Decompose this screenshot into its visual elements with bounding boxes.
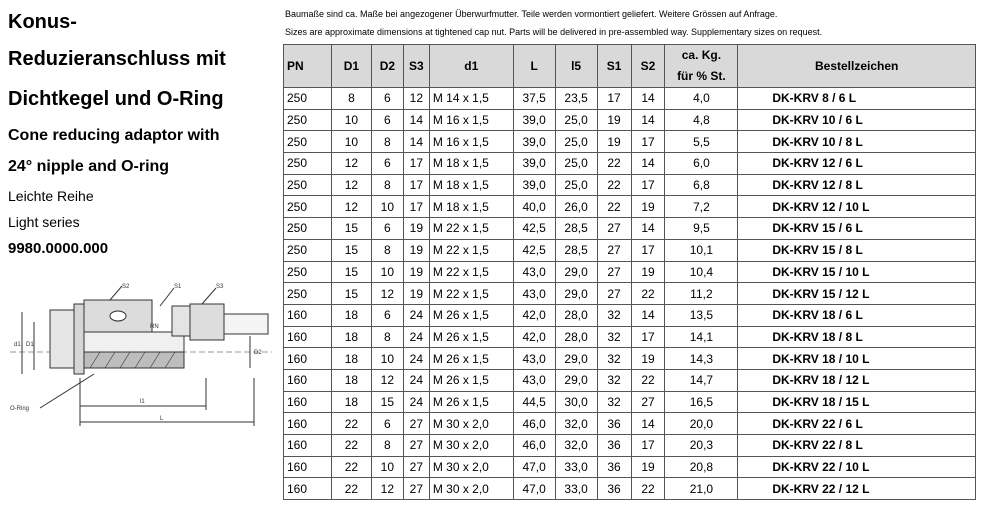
table-row [284,456,976,478]
table-row [284,109,976,131]
table-cell: DK-KRV 15 / 12 L [738,283,976,305]
table-cell: 27 [403,478,429,500]
table-cell: 25,0 [555,109,597,131]
table-cell: 250 [284,196,332,218]
label-s2: S2 [122,284,130,290]
table-cell: 29,0 [555,283,597,305]
table-cell: 47,0 [513,456,555,478]
table-cell: 8 [371,131,403,153]
table-cell: 17 [631,239,665,261]
table-cell: 42,0 [513,304,555,326]
table-cell: 39,0 [513,153,555,175]
table-cell: 6 [371,109,403,131]
table-cell: 12 [331,196,371,218]
table-cell: 8 [371,326,403,348]
table-cell: 43,0 [513,369,555,391]
col-header-weight-top: ca. Kg. [665,45,738,66]
table-cell: 37,5 [513,88,555,110]
table-cell: 15 [331,261,371,283]
table-cell: 17 [631,174,665,196]
table-cell: 160 [284,456,332,478]
table-cell: 11,2 [665,283,738,305]
table-cell: 14,3 [665,348,738,370]
table-cell: M 22 x 1,5 [429,283,513,305]
table-cell: 10 [371,348,403,370]
table-cell: 42,5 [513,239,555,261]
label-l1: l1 [140,399,145,405]
table-header-top [284,45,976,66]
table-cell: 17 [631,131,665,153]
col-header: Bestellzeichen [738,45,976,88]
table-cell: 46,0 [513,435,555,457]
table-cell: 160 [284,304,332,326]
table-cell: 15 [331,283,371,305]
col-header: D1 [331,45,371,88]
table-cell: 32 [597,369,631,391]
table-cell: M 22 x 1,5 [429,218,513,240]
table-row [284,239,976,261]
table-row [284,283,976,305]
table-cell: DK-KRV 18 / 6 L [738,304,976,326]
table-cell: DK-KRV 18 / 12 L [738,369,976,391]
table-cell: 15 [331,218,371,240]
dimensions-table [283,44,976,500]
table-cell: 22 [597,196,631,218]
table-row [284,304,976,326]
table-cell: DK-KRV 15 / 6 L [738,218,976,240]
table-cell: M 22 x 1,5 [429,239,513,261]
table-cell: M 18 x 1,5 [429,153,513,175]
table-cell: 12 [371,283,403,305]
label-D1: D1 [26,342,34,348]
table-cell: 250 [284,261,332,283]
table-cell: 46,0 [513,413,555,435]
table-row [284,88,976,110]
table-cell: 27 [597,239,631,261]
col-header: S1 [597,45,631,88]
table-cell: 19 [631,348,665,370]
table-cell: 19 [403,239,429,261]
table-row [284,435,976,457]
table-cell: 24 [403,391,429,413]
table-cell: 250 [284,239,332,261]
table-cell: 10 [331,109,371,131]
table-cell: M 18 x 1,5 [429,174,513,196]
table-cell: 42,5 [513,218,555,240]
table-cell: 250 [284,218,332,240]
table-cell: 160 [284,391,332,413]
table-cell: 23,5 [555,88,597,110]
note-en: Sizes are approximate dimensions at tightened cap nut. Parts will be delivered in pre-assembled way. Supplementary sizes on request. [285,27,823,37]
table-cell: 250 [284,131,332,153]
table-cell: DK-KRV 22 / 10 L [738,456,976,478]
table-cell: 250 [284,174,332,196]
table-cell: 39,0 [513,131,555,153]
table-cell: 14 [403,109,429,131]
table-cell: 10 [371,456,403,478]
table-cell: 14 [631,304,665,326]
table-cell: DK-KRV 12 / 8 L [738,174,976,196]
table-cell: DK-KRV 12 / 10 L [738,196,976,218]
table-row [284,348,976,370]
table-cell: 27 [403,456,429,478]
table-cell: 25,0 [555,174,597,196]
table-cell: M 30 x 2,0 [429,478,513,500]
table-cell: 28,5 [555,218,597,240]
table-cell: 6 [371,153,403,175]
table-cell: 27 [597,283,631,305]
table-cell: 17 [597,88,631,110]
table-cell: 17 [403,153,429,175]
table-cell: 6 [371,413,403,435]
table-cell: 10,4 [665,261,738,283]
table-cell: 22 [331,456,371,478]
table-cell: 22 [331,478,371,500]
table-cell: 19 [403,218,429,240]
table-cell: 39,0 [513,174,555,196]
table-cell: 43,0 [513,348,555,370]
table-cell: DK-KRV 22 / 6 L [738,413,976,435]
table-cell: 10,1 [665,239,738,261]
table-cell: DK-KRV 12 / 6 L [738,153,976,175]
table-cell: 5,5 [665,131,738,153]
label-oring: O-Ring [10,406,30,412]
title-de-line-1: Konus- [8,11,77,33]
label-d1-upper: d1 [14,342,21,348]
table-cell: DK-KRV 22 / 12 L [738,478,976,500]
table-cell: 14 [631,218,665,240]
table-cell: 27 [403,413,429,435]
table-cell: 20,8 [665,456,738,478]
table-cell: 8 [371,435,403,457]
col-header: D2 [371,45,403,88]
table-cell: 14 [631,153,665,175]
table-cell: 7,2 [665,196,738,218]
table-cell: 10 [371,261,403,283]
note-de: Baumaße sind ca. Maße bei angezogener Überwurfmutter. Teile werden vormontiert geliefert. Weitere Grössen auf Anfrage. [285,9,778,19]
table-cell: 17 [631,326,665,348]
article-number: 9980.0000.000 [8,240,109,257]
table-cell: 22 [331,435,371,457]
table-cell: DK-KRV 15 / 8 L [738,239,976,261]
table-cell: 32,0 [555,435,597,457]
table-row [284,218,976,240]
table-cell: 12 [371,369,403,391]
table-cell: 22 [631,369,665,391]
table-cell: 17 [631,435,665,457]
table-cell: 30,0 [555,391,597,413]
table-cell: 250 [284,109,332,131]
table-cell: 40,0 [513,196,555,218]
table-row [284,174,976,196]
table-cell: 14,7 [665,369,738,391]
table-cell: 32 [597,391,631,413]
table-cell: 8 [331,88,371,110]
table-cell: 160 [284,348,332,370]
table-cell: M 30 x 2,0 [429,456,513,478]
table-cell: M 26 x 1,5 [429,369,513,391]
series-en: Light series [8,214,80,230]
table-cell: 160 [284,326,332,348]
table-cell: 250 [284,88,332,110]
table-row [284,478,976,500]
table-cell: 19 [631,456,665,478]
table-cell: M 18 x 1,5 [429,196,513,218]
table-cell: 14 [631,109,665,131]
title-en-line-1: Cone reducing adaptor with [8,127,220,144]
table-cell: 19 [597,131,631,153]
label-L: L [160,416,164,422]
table-row [284,391,976,413]
col-header: S3 [403,45,429,88]
table-cell: 25,0 [555,131,597,153]
table-cell: 6,0 [665,153,738,175]
table-cell: 12 [331,174,371,196]
label-s3: S3 [216,284,224,290]
col-header: l5 [555,45,597,88]
table-row [284,131,976,153]
table-cell: DK-KRV 10 / 6 L [738,109,976,131]
table-cell: 24 [403,369,429,391]
table-cell: 36 [597,413,631,435]
table-cell: 12 [331,153,371,175]
table-cell: M 22 x 1,5 [429,261,513,283]
table-cell: 43,0 [513,283,555,305]
table-cell: DK-KRV 8 / 6 L [738,88,976,110]
technical-drawing [10,282,272,432]
table-cell: DK-KRV 10 / 8 L [738,131,976,153]
table-cell: 22 [597,153,631,175]
table-cell: 18 [331,391,371,413]
table-cell: 160 [284,369,332,391]
table-cell: 160 [284,413,332,435]
table-cell: 15 [371,391,403,413]
table-cell: DK-KRV 18 / 8 L [738,326,976,348]
table-cell: 32 [597,326,631,348]
col-header: S2 [631,45,665,88]
table-row [284,261,976,283]
table-cell: 19 [597,109,631,131]
table-cell: 43,0 [513,261,555,283]
table-cell: 250 [284,153,332,175]
table-cell: M 30 x 2,0 [429,435,513,457]
table-cell: 160 [284,435,332,457]
table-cell: 32 [597,304,631,326]
table-cell: 28,5 [555,239,597,261]
label-D2: D2 [254,350,262,356]
table-cell: 33,0 [555,478,597,500]
table-cell: 29,0 [555,261,597,283]
table-cell: 6 [371,88,403,110]
table-cell: 14,1 [665,326,738,348]
table-cell: 36 [597,456,631,478]
table-cell: M 26 x 1,5 [429,348,513,370]
table-cell: 13,5 [665,304,738,326]
title-en-line-2: 24° nipple and O-ring [8,158,170,175]
table-row [284,413,976,435]
table-row [284,196,976,218]
table-cell: 6 [371,218,403,240]
table-cell: 36 [597,478,631,500]
table-cell: 24 [403,326,429,348]
table-cell: 8 [371,239,403,261]
table-cell: 18 [331,369,371,391]
table-cell: M 26 x 1,5 [429,304,513,326]
table-cell: 14 [403,131,429,153]
table-cell: 10 [371,196,403,218]
table-cell: 27 [597,261,631,283]
table-cell: 22 [597,174,631,196]
table-cell: 18 [331,348,371,370]
col-header: L [513,45,555,88]
table-cell: 29,0 [555,369,597,391]
table-cell: 14 [631,413,665,435]
table-cell: 33,0 [555,456,597,478]
table-cell: 44,5 [513,391,555,413]
label-s1: S1 [174,284,182,290]
table-cell: 12 [403,88,429,110]
table-cell: 24 [403,348,429,370]
table-cell: M 30 x 2,0 [429,413,513,435]
table-cell: 19 [631,196,665,218]
col-header: für % St. [665,66,738,88]
table-cell: 22 [631,478,665,500]
table-cell: 20,3 [665,435,738,457]
table-cell: 39,0 [513,109,555,131]
table-cell: 27 [631,391,665,413]
table-cell: 19 [403,261,429,283]
table-cell: 4,0 [665,88,738,110]
col-header: d1 [429,45,513,88]
table-row [284,153,976,175]
table-cell: 17 [403,174,429,196]
table-row [284,326,976,348]
table-body [284,88,976,500]
table-cell: 47,0 [513,478,555,500]
table-cell: 21,0 [665,478,738,500]
table-cell: 18 [331,326,371,348]
table-cell: 4,8 [665,109,738,131]
table-cell: 36 [597,435,631,457]
table-cell: 27 [597,218,631,240]
table-cell: 25,0 [555,153,597,175]
table-cell: 27 [403,435,429,457]
table-cell: 6,8 [665,174,738,196]
title-de-line-3: Dichtkegel und O-Ring [8,88,224,110]
table-cell: 17 [403,196,429,218]
table-cell: 22 [631,283,665,305]
table-cell: 20,0 [665,413,738,435]
table-cell: 250 [284,283,332,305]
table-cell: 16,5 [665,391,738,413]
table-cell: DK-KRV 22 / 8 L [738,435,976,457]
table-cell: 32,0 [555,413,597,435]
table-cell: M 26 x 1,5 [429,326,513,348]
table-cell: DK-KRV 18 / 10 L [738,348,976,370]
table-cell: M 14 x 1,5 [429,88,513,110]
table-cell: M 16 x 1,5 [429,109,513,131]
table-cell: 19 [631,261,665,283]
label-rn: RN [150,324,159,330]
table-cell: 42,0 [513,326,555,348]
table-row [284,369,976,391]
table-cell: 26,0 [555,196,597,218]
table-cell: 32 [597,348,631,370]
series-de: Leichte Reihe [8,188,94,204]
table-cell: 28,0 [555,304,597,326]
table-cell: 10 [331,131,371,153]
table-cell: 28,0 [555,326,597,348]
title-de-line-2: Reduzieranschluss mit [8,48,226,70]
table-cell: 15 [331,239,371,261]
table-cell: M 16 x 1,5 [429,131,513,153]
table-cell: 9,5 [665,218,738,240]
table-cell: 14 [631,88,665,110]
table-cell: DK-KRV 15 / 10 L [738,261,976,283]
table-cell: DK-KRV 18 / 15 L [738,391,976,413]
table-cell: 19 [403,283,429,305]
table-cell: 6 [371,304,403,326]
table-cell: 29,0 [555,348,597,370]
table-cell: 18 [331,304,371,326]
table-cell: 22 [331,413,371,435]
table-cell: 24 [403,304,429,326]
table-cell: 12 [371,478,403,500]
col-header: PN [284,45,332,88]
table-cell: 160 [284,478,332,500]
table-cell: M 26 x 1,5 [429,391,513,413]
table-cell: 8 [371,174,403,196]
